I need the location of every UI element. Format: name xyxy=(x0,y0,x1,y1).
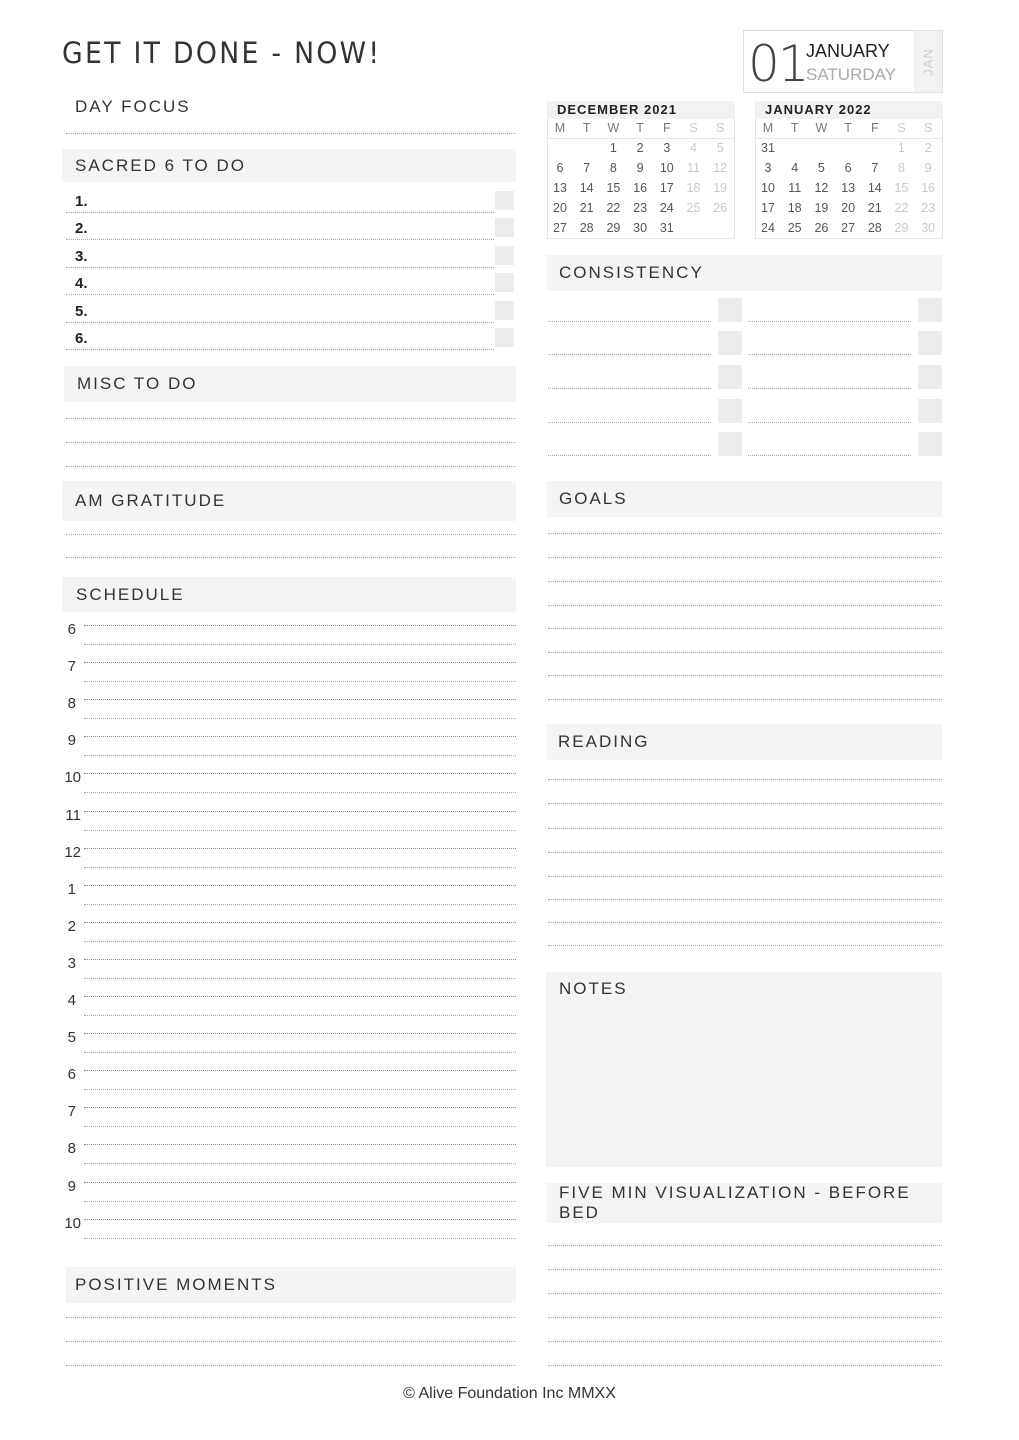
visualization-line[interactable] xyxy=(548,1365,942,1366)
calendar-weekday: T xyxy=(844,121,852,135)
calendar-weekday: M xyxy=(554,121,566,135)
calendar-day[interactable]: 29 xyxy=(606,221,621,235)
consistency-line[interactable] xyxy=(548,321,711,322)
schedule-half-line[interactable] xyxy=(84,867,516,868)
calendar-day[interactable]: 17 xyxy=(659,181,674,195)
misc-line[interactable] xyxy=(66,442,516,443)
misc-line[interactable] xyxy=(66,418,516,419)
calendar-day[interactable]: 6 xyxy=(556,161,564,175)
schedule-half-line[interactable] xyxy=(84,718,516,719)
calendar-day[interactable]: 23 xyxy=(633,201,648,215)
goals-header xyxy=(547,481,942,517)
schedule-half-line[interactable] xyxy=(84,1089,516,1090)
calendar-day[interactable]: 24 xyxy=(659,201,674,215)
month-tab-label: JAN xyxy=(920,47,936,76)
schedule-hour-line[interactable] xyxy=(84,996,516,997)
visualization-line[interactable] xyxy=(548,1317,942,1318)
footer-copyright: © Alive Foundation Inc MMXX xyxy=(403,1385,616,1402)
schedule-hour-line[interactable] xyxy=(84,922,516,923)
calendar-day[interactable]: 23 xyxy=(921,201,936,215)
reading-line[interactable] xyxy=(548,899,942,900)
schedule-half-line[interactable] xyxy=(84,978,516,979)
schedule-hour: 8 xyxy=(67,695,76,713)
reading-line[interactable] xyxy=(548,828,942,829)
consistency-line[interactable] xyxy=(548,422,711,423)
calendar-divider xyxy=(755,138,943,139)
todo-line[interactable] xyxy=(66,349,494,350)
schedule-hour-line[interactable] xyxy=(84,848,516,849)
schedule-hour: 10 xyxy=(64,769,81,787)
schedule-header xyxy=(62,577,516,612)
calendar-day[interactable]: 2 xyxy=(636,141,644,155)
todo-line[interactable] xyxy=(66,322,494,323)
gratitude-line[interactable] xyxy=(66,557,516,558)
consistency-checkbox[interactable] xyxy=(718,432,742,456)
schedule-hour-line[interactable] xyxy=(84,959,516,960)
schedule-hour: 7 xyxy=(67,1103,76,1121)
visualization-line[interactable] xyxy=(548,1293,942,1294)
schedule-half-line[interactable] xyxy=(84,644,516,645)
consistency-checkbox[interactable] xyxy=(718,331,742,355)
visualization-label: FIVE MIN VISUALIZATION - BEFORE BED xyxy=(559,1183,911,1222)
calendar-day[interactable]: 12 xyxy=(713,161,728,175)
visualization-line[interactable] xyxy=(548,1245,942,1246)
calendar-day[interactable]: 15 xyxy=(606,181,621,195)
consistency-checkbox[interactable] xyxy=(718,399,742,423)
schedule-half-line[interactable] xyxy=(84,904,516,905)
calendar-day[interactable]: 3 xyxy=(764,161,772,175)
consistency-checkbox[interactable] xyxy=(918,331,942,355)
reading-line[interactable] xyxy=(548,852,942,853)
schedule-hour-line[interactable] xyxy=(84,1107,516,1108)
calendar-weekday: W xyxy=(607,121,620,135)
sacred-six-label: SACRED 6 TO DO xyxy=(75,155,246,175)
calendar-day[interactable]: 10 xyxy=(761,181,775,195)
date-weekday: SATURDAY xyxy=(806,65,897,84)
schedule-hour-line[interactable] xyxy=(84,1182,516,1183)
calendar-day[interactable]: 16 xyxy=(633,181,648,195)
misc-todo-label: MISC TO DO xyxy=(77,374,198,393)
calendar-title: DECEMBER 2021 xyxy=(557,102,677,117)
calendar-day[interactable]: 30 xyxy=(633,221,648,235)
schedule-hour-line[interactable] xyxy=(84,625,516,626)
consistency-line[interactable] xyxy=(548,455,711,456)
todo-number: 4. xyxy=(75,275,88,292)
schedule-hour: 8 xyxy=(67,1140,76,1158)
goals-line[interactable] xyxy=(548,628,942,629)
todo-checkbox[interactable] xyxy=(495,328,514,347)
calendar-day[interactable]: 27 xyxy=(553,221,567,235)
date-day: 01 xyxy=(748,35,808,93)
calendar-weekday: M xyxy=(762,121,774,135)
calendar-day[interactable]: 8 xyxy=(609,161,617,175)
calendar-day[interactable]: 9 xyxy=(636,161,644,175)
todo-checkbox[interactable] xyxy=(495,218,514,237)
calendar-day[interactable]: 20 xyxy=(841,201,856,215)
calendar-day[interactable]: 5 xyxy=(716,141,724,155)
schedule-hour: 12 xyxy=(64,843,81,861)
calendar-day[interactable]: 26 xyxy=(814,221,829,235)
schedule-hour-line[interactable] xyxy=(84,885,516,886)
gratitude-header xyxy=(62,481,516,521)
calendar-day[interactable]: 22 xyxy=(894,201,909,215)
calendar-day[interactable]: 31 xyxy=(659,221,674,235)
schedule-hour: 5 xyxy=(67,1029,76,1047)
schedule-hour: 9 xyxy=(67,1177,76,1195)
calendar-day[interactable]: 24 xyxy=(761,221,775,235)
reading-line[interactable] xyxy=(548,945,942,946)
schedule-half-line[interactable] xyxy=(84,1052,516,1053)
reading-line[interactable] xyxy=(548,922,942,923)
calendar-day[interactable]: 10 xyxy=(659,161,674,175)
schedule-hour: 1 xyxy=(67,880,76,898)
calendar-day[interactable]: 20 xyxy=(553,201,567,215)
todo-line[interactable] xyxy=(66,212,494,213)
consistency-line[interactable] xyxy=(748,321,911,322)
reading-header xyxy=(547,724,942,760)
calendar-day[interactable]: 8 xyxy=(898,161,905,175)
todo-checkbox[interactable] xyxy=(495,191,514,210)
schedule-half-line[interactable] xyxy=(84,1238,516,1239)
schedule-hour-line[interactable] xyxy=(84,1144,516,1145)
visualization-line[interactable] xyxy=(548,1341,942,1342)
consistency-checkbox[interactable] xyxy=(918,399,942,423)
consistency-checkbox[interactable] xyxy=(718,298,742,322)
gratitude-label: AM GRATITUDE xyxy=(75,491,227,510)
consistency-line[interactable] xyxy=(748,354,911,355)
goals-line[interactable] xyxy=(548,699,942,700)
calendar-day[interactable]: 6 xyxy=(844,161,852,175)
todo-checkbox[interactable] xyxy=(495,273,514,292)
month-tab[interactable] xyxy=(914,31,942,92)
calendar-day[interactable]: 19 xyxy=(814,201,829,215)
goals-label: GOALS xyxy=(559,489,628,508)
calendar-weekday: T xyxy=(582,121,591,135)
schedule-hour-line[interactable] xyxy=(84,1219,516,1220)
notes-label: NOTES xyxy=(559,979,628,998)
calendar-header xyxy=(755,101,943,119)
calendar-title: JANUARY 2022 xyxy=(765,102,872,117)
day-focus-line[interactable] xyxy=(66,133,516,134)
schedule-half-line[interactable] xyxy=(84,1163,516,1164)
todo-line[interactable] xyxy=(66,239,494,240)
gratitude-line[interactable] xyxy=(66,534,516,535)
mini-calendar xyxy=(547,101,735,239)
schedule-hour: 11 xyxy=(65,806,81,824)
date-month: JANUARY xyxy=(806,41,890,61)
schedule-hour-line[interactable] xyxy=(84,1070,516,1071)
calendar-day[interactable]: 25 xyxy=(686,201,701,215)
calendar-day[interactable]: 28 xyxy=(867,221,882,235)
consistency-checkbox[interactable] xyxy=(918,432,942,456)
calendar-day[interactable]: 17 xyxy=(761,201,775,215)
calendar-day[interactable]: 14 xyxy=(867,181,882,195)
positive-moments-header xyxy=(66,1267,516,1303)
goals-line[interactable] xyxy=(548,533,942,534)
mini-calendar xyxy=(755,101,943,239)
consistency-line[interactable] xyxy=(748,388,911,389)
goals-line[interactable] xyxy=(548,605,942,606)
consistency-label: CONSISTENCY xyxy=(559,263,704,282)
calendar-day[interactable]: 1 xyxy=(898,141,905,155)
calendar-day[interactable]: 2 xyxy=(924,141,932,155)
goals-line[interactable] xyxy=(548,675,942,676)
calendar-day[interactable]: 7 xyxy=(583,161,591,175)
consistency-line[interactable] xyxy=(548,388,711,389)
calendar-header xyxy=(547,101,735,119)
calendar-weekday: S xyxy=(689,121,698,135)
consistency-checkbox[interactable] xyxy=(918,365,942,389)
consistency-checkbox[interactable] xyxy=(918,298,942,322)
schedule-half-line[interactable] xyxy=(84,941,516,942)
schedule-hour: 6 xyxy=(67,1066,76,1084)
calendar-divider xyxy=(547,138,735,139)
calendar-day[interactable]: 16 xyxy=(921,181,936,195)
schedule-hour: 2 xyxy=(67,917,76,935)
todo-number: 2. xyxy=(75,220,88,237)
schedule-hour-line[interactable] xyxy=(84,736,516,737)
schedule-hour: 6 xyxy=(67,621,76,638)
positive-line[interactable] xyxy=(66,1317,516,1318)
todo-number: 5. xyxy=(75,303,88,320)
schedule-half-line[interactable] xyxy=(84,1201,516,1202)
schedule-hour: 3 xyxy=(67,954,76,972)
calendar-weekday: S xyxy=(716,121,725,135)
todo-line[interactable] xyxy=(66,294,494,295)
schedule-half-line[interactable] xyxy=(84,1126,516,1127)
calendar-day[interactable]: 4 xyxy=(791,161,799,175)
consistency-header xyxy=(547,255,942,291)
schedule-hour-line[interactable] xyxy=(84,773,516,774)
positive-moments-label: POSITIVE MOMENTS xyxy=(75,1275,278,1294)
visualization-header xyxy=(547,1183,942,1223)
schedule-hour: 10 xyxy=(64,1214,81,1232)
calendar-day[interactable]: 13 xyxy=(841,181,856,195)
calendar-day[interactable]: 5 xyxy=(817,161,825,175)
calendar-weekday: W xyxy=(815,121,828,135)
calendar-day[interactable]: 26 xyxy=(713,201,728,215)
todo-checkbox[interactable] xyxy=(495,246,514,265)
schedule-hour-line[interactable] xyxy=(84,811,516,812)
todo-number: 3. xyxy=(75,248,88,265)
calendar-day[interactable]: 7 xyxy=(871,161,879,175)
calendar-day[interactable]: 29 xyxy=(894,221,909,235)
page-title: GET IT DONE - NOW! xyxy=(62,36,382,70)
consistency-line[interactable] xyxy=(748,455,911,456)
todo-line[interactable] xyxy=(66,267,494,268)
calendar-day[interactable]: 22 xyxy=(606,201,621,215)
schedule-half-line[interactable] xyxy=(84,830,516,831)
schedule-hour: 7 xyxy=(67,658,76,676)
goals-line[interactable] xyxy=(548,652,942,653)
calendar-weekday: T xyxy=(636,121,644,135)
todo-number: 1. xyxy=(75,193,88,210)
schedule-hour-line[interactable] xyxy=(84,662,516,663)
schedule-half-line[interactable] xyxy=(84,681,516,682)
schedule-hour: 9 xyxy=(67,732,76,750)
todo-number: 6. xyxy=(75,330,88,347)
reading-line[interactable] xyxy=(548,803,942,804)
misc-line[interactable] xyxy=(66,466,516,467)
schedule-hour: 4 xyxy=(67,992,76,1009)
calendar-day[interactable]: 21 xyxy=(867,201,882,215)
calendar-weekday: F xyxy=(870,121,879,135)
visualization-line[interactable] xyxy=(548,1269,942,1270)
positive-line[interactable] xyxy=(66,1341,516,1342)
calendar-day[interactable]: 14 xyxy=(579,181,594,195)
calendar-weekday: F xyxy=(662,121,671,135)
calendar-day[interactable]: 18 xyxy=(686,181,701,195)
calendar-day[interactable]: 27 xyxy=(841,221,856,235)
consistency-checkbox[interactable] xyxy=(718,365,742,389)
schedule-label: SCHEDULE xyxy=(76,584,185,604)
calendar-day[interactable]: 21 xyxy=(579,201,594,215)
calendar-day[interactable]: 25 xyxy=(787,221,802,235)
sacred-six-header xyxy=(62,149,516,182)
calendar-weekday: S xyxy=(924,121,933,135)
consistency-line[interactable] xyxy=(548,354,711,355)
calendar-day[interactable]: 15 xyxy=(894,181,909,195)
reading-label: READING xyxy=(558,732,650,751)
calendar-day[interactable]: 9 xyxy=(924,161,932,175)
calendar-day[interactable]: 12 xyxy=(814,181,829,195)
calendar-day[interactable]: 13 xyxy=(553,181,567,195)
calendar-weekday: S xyxy=(897,121,906,135)
consistency-line[interactable] xyxy=(748,422,911,423)
calendar-day[interactable]: 30 xyxy=(921,221,936,235)
positive-line[interactable] xyxy=(66,1365,516,1366)
calendar-day[interactable]: 18 xyxy=(787,201,802,215)
calendar-day[interactable]: 11 xyxy=(687,161,700,175)
notes-box[interactable] xyxy=(546,972,942,1167)
calendar-weekday: T xyxy=(790,121,799,135)
schedule-half-line[interactable] xyxy=(84,792,516,793)
schedule-half-line[interactable] xyxy=(84,1015,516,1016)
calendar-day[interactable]: 3 xyxy=(663,141,671,155)
calendar-day[interactable]: 1 xyxy=(609,141,617,155)
date-box xyxy=(743,30,943,93)
todo-checkbox[interactable] xyxy=(495,301,514,320)
goals-line[interactable] xyxy=(548,581,942,582)
day-focus-label: DAY FOCUS xyxy=(75,97,191,116)
schedule-half-line[interactable] xyxy=(84,755,516,756)
reading-line[interactable] xyxy=(548,779,942,780)
schedule-hour-line[interactable] xyxy=(84,1033,516,1034)
schedule-hour-line[interactable] xyxy=(84,699,516,700)
calendar-day[interactable]: 4 xyxy=(690,141,697,155)
goals-line[interactable] xyxy=(548,557,942,558)
misc-todo-header xyxy=(64,366,516,402)
calendar-day[interactable]: 31 xyxy=(761,141,775,155)
calendar-day[interactable]: 28 xyxy=(579,221,594,235)
calendar-day[interactable]: 19 xyxy=(713,181,728,195)
reading-line[interactable] xyxy=(548,876,942,877)
calendar-day[interactable]: 11 xyxy=(788,181,802,195)
